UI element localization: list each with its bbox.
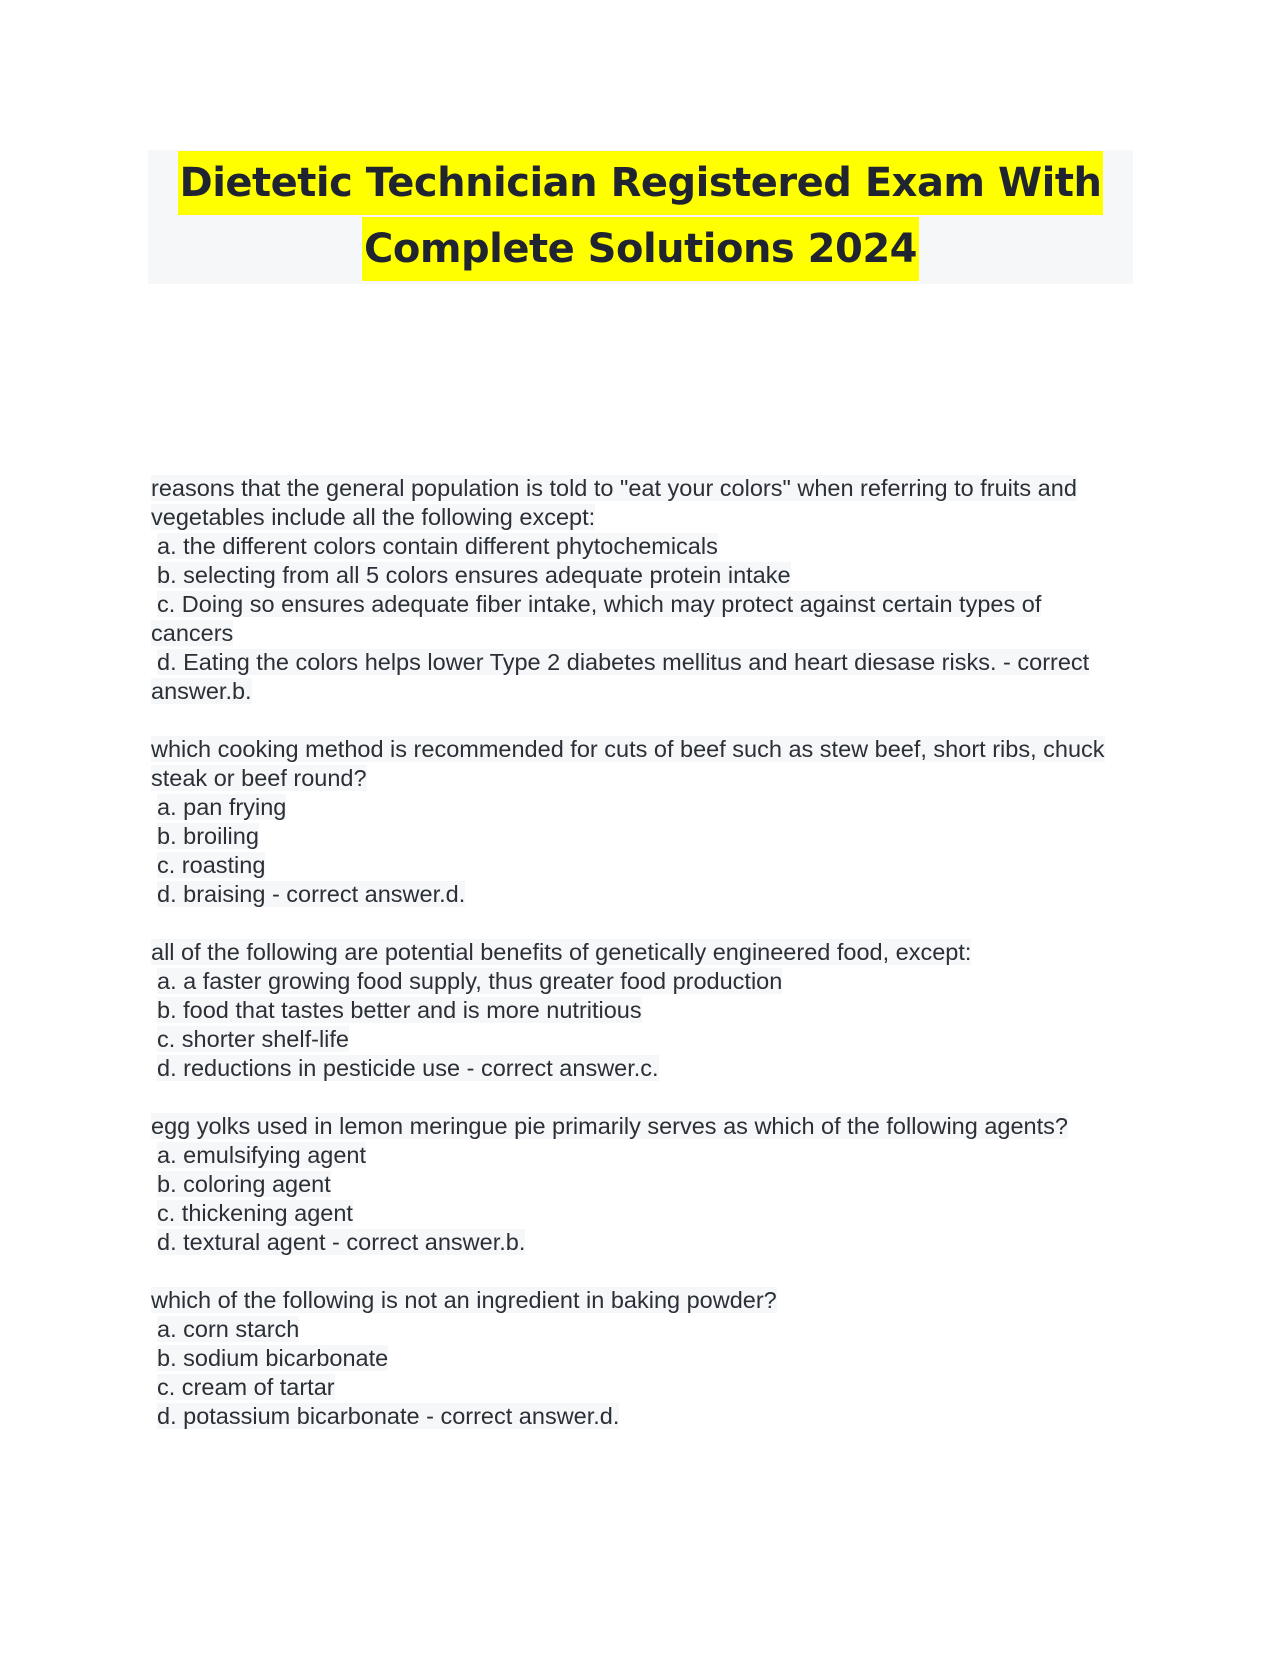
answer-option: a. the different colors contain different phytochemicals: [157, 533, 718, 559]
question-list: [151, 474, 1111, 1460]
answer-option: d. potassium bicarbonate - correct answer.d.: [157, 1403, 620, 1429]
question-text: egg yolks used in lemon meringue pie primarily serves as which of the following agents?: [151, 1113, 1068, 1139]
question-item: [151, 1112, 1111, 1257]
answer-option: d. reductions in pesticide use - correct answer.c.: [157, 1055, 659, 1081]
answer-option: a. emulsifying agent: [157, 1142, 367, 1168]
answer-option: a. a faster growing food supply, thus greater food production: [157, 968, 783, 994]
answer-option: c. cream of tartar: [157, 1374, 335, 1400]
answer-option: b. food that tastes better and is more nutritious: [157, 997, 642, 1023]
question-item: [151, 938, 1111, 1083]
answer-option: b. selecting from all 5 colors ensures adequate protein intake: [157, 562, 791, 588]
question-text: all of the following are potential benefits of genetically engineered food, except:: [151, 939, 972, 965]
question-item: [151, 474, 1111, 706]
question-text: which cooking method is recommended for cuts of beef such as stew beef, short ribs, chuck steak or beef round?: [151, 736, 1105, 791]
answer-option: b. coloring agent: [157, 1171, 331, 1197]
answer-option: c. thickening agent: [157, 1200, 353, 1226]
answer-option: d. braising - correct answer.d.: [157, 881, 466, 907]
document-title-line-1: Dietetic Technician Registered Exam With: [178, 151, 1104, 215]
document-title-line-2: Complete Solutions 2024: [362, 217, 919, 281]
document-title-block: [148, 150, 1133, 284]
answer-option: d. textural agent - correct answer.b.: [157, 1229, 526, 1255]
question-item: [151, 1286, 1111, 1431]
answer-option: c. Doing so ensures adequate fiber intake, which may protect against certain types of cancers: [151, 591, 1042, 646]
answer-option: b. sodium bicarbonate: [157, 1345, 389, 1371]
answer-option: c. shorter shelf-life: [157, 1026, 349, 1052]
question-item: [151, 735, 1111, 909]
answer-option: a. pan frying: [157, 794, 287, 820]
answer-option: b. broiling: [157, 823, 259, 849]
answer-option: a. corn starch: [157, 1316, 300, 1342]
answer-option: d. Eating the colors helps lower Type 2 diabetes mellitus and heart diesase risks. - correct answer.b.: [151, 649, 1090, 704]
question-text: reasons that the general population is told to "eat your colors" when referring to fruits and vegetables include all the following except:: [151, 475, 1077, 530]
question-text: which of the following is not an ingredient in baking powder?: [151, 1287, 777, 1313]
answer-option: c. roasting: [157, 852, 266, 878]
